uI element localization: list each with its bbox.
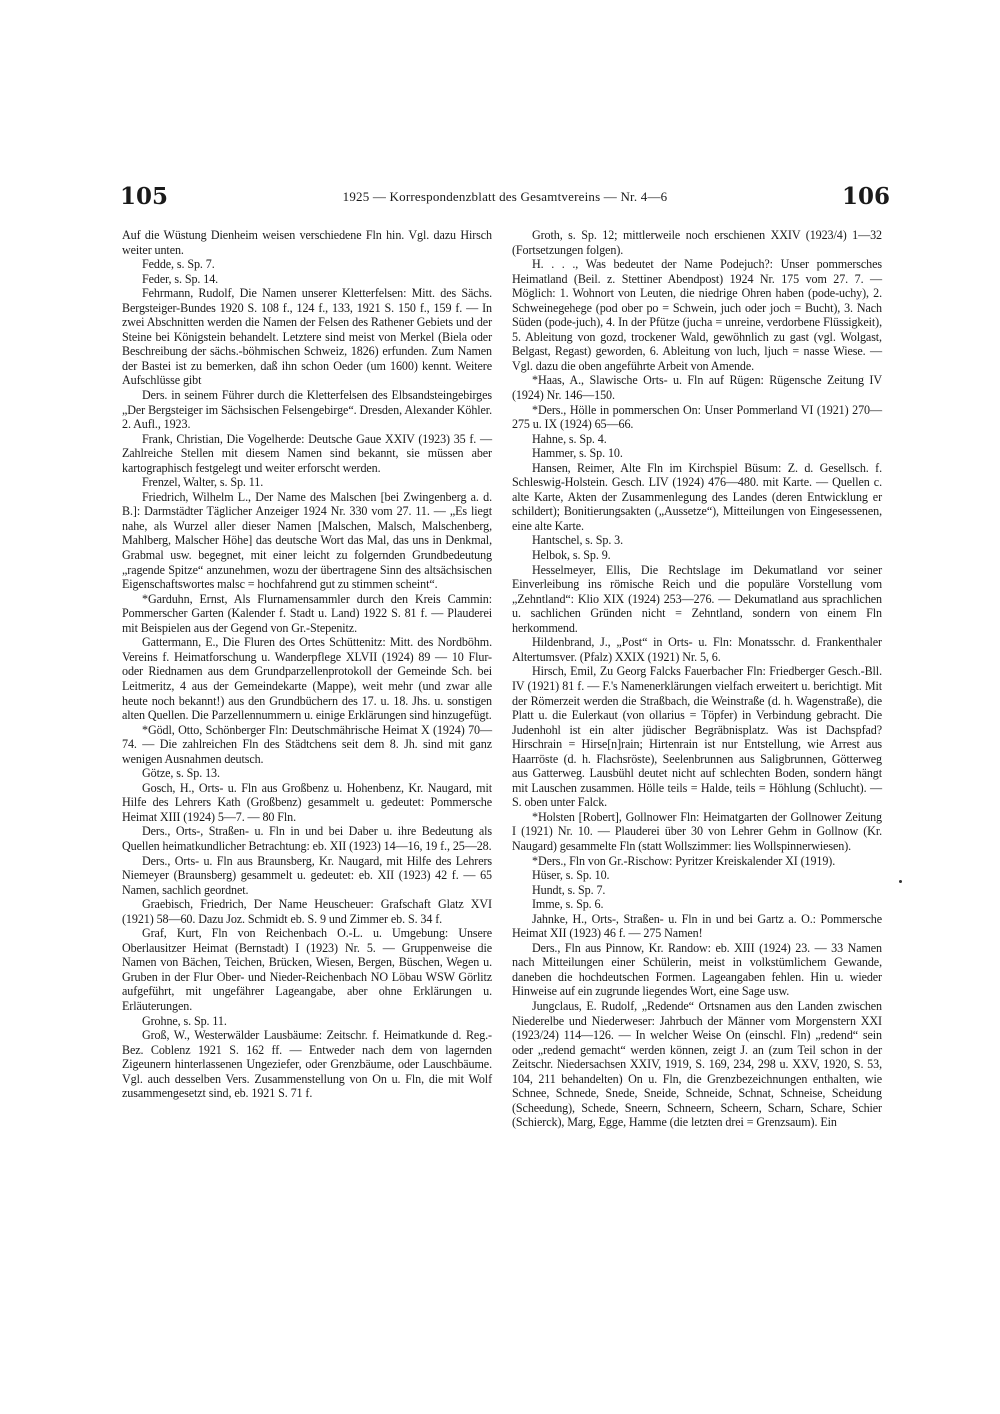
- paragraph: Groth, s. Sp. 12; mittlerweile noch erschienen XXIV (1923/4) 1—32 (Fortsetzungen folgen).: [512, 228, 882, 257]
- paragraph: H. . . ., Was bedeutet der Name Podejuch?: Unser pommersches Heimatland (Beil. z. Stettiner Abendpost) 1924 Nr. 175 vom 27. 7. — Möglich: 1. Wohnort von Leuten, die niedrige Ohren haben (pode-uchy), 2. Schweinegehege (pod ober po = Schwein, juch oder joch = Bucht), 3. Nach Süden (pode-juch), 4. In der Pfütze (jucha = unreine, verdorbene Flüssigkeit), 5. Ableitung von gozd, trockener Wald, gewöhnlich zu gast (vgl. Wolgast, Belgast, Regast) geworden, 6. Ableitung von luch, ljuch = nasse Wiese. — Vgl. dazu die oben angeführte Arbeit von Amende.: [512, 257, 882, 373]
- paragraph: Ders. in seinem Führer durch die Kletterfelsen des Elbsandsteingebirges „Der Bergsteiger im Sächsischen Felsengebirge“. Dresden, Alexander Köhler. 2. Aufl., 1923.: [122, 388, 492, 432]
- paragraph: Hahne, s. Sp. 4.: [532, 431, 607, 446]
- paragraph: *Gödl, Otto, Schönberger Fln: Deutschmährische Heimat X (1924) 70—74. — Die zahlreichen Fln des Städtchens seit dem 8. Jh. sind mit ganz wenigen Ausnahmen deutsch.: [122, 722, 492, 766]
- paragraph: Jungclaus, E. Rudolf, „Redende“ Ortsnamen aus den Landen zwischen Niederelbe und Niederweser: Jahrbuch der Männer vom Morgenstern XXI (1923/24) 114—126. — In welcher Weise On (einschl. Fln) „redend“ sein oder „redend gemacht“ werden können, zeigt J. an (zum Teil schon in der Zeitschr. Niedersachsen XXIV, 1919, S. 169, 234, 298 u. XXV, 1920, S. 53, 104, 211 behandelten) On u. Fln, die Grenzbezeichnungen enthalten, wie Schnee, Schnede, Snede, Sneide, Schneide, Schnat, Schneise, Scheidung (Scheedung), Schede, Sneern, Schneern, Scheern, Scharn, Schare, Schier (Schierck), Marg, Egge, Hamme (die letzten drei = Grenzsaum). Ein: [512, 998, 882, 1130]
- paragraph: Jahnke, H., Orts-, Straßen- u. Fln in und bei Gartz a. O.: Pommersche Heimat XII (1923) 46 f. — 275 Namen!: [512, 911, 882, 941]
- paragraph: Fehrmann, Rudolf, Die Namen unserer Kletterfelsen: Mitt. des Sächs. Bergsteiger-Bundes 1920 S. 108 f., 124 f., 133, 1921 S. 150 f., 159 f. — In zwei Abschnitten werden die Namen der Felsen des Rathener Gebiets und der Steine bei Königstein behandelt. Letztere sind meist von Merkel (Biela oder Beschreibung der sächs.-böhmischen Schweiz, 1826) erfunden. Zum Namen der Bastei ist zu bemerken, daß ihn schon Oeder (um 1600) kennt. Weitere Aufschlüsse gibt: [122, 286, 492, 388]
- paragraph: Feder, s. Sp. 14.: [142, 271, 219, 286]
- paragraph: Imme, s. Sp. 6.: [532, 897, 604, 912]
- paragraph: Hansen, Reimer, Alte Fln im Kirchspiel Büsum: Z. d. Gesellsch. f. Schleswig-Holstein. Gesch. LIV (1924) 476—480. mit Karte. — Quellen c. alte Karte, Akten der Zusammenlegung des Landes (deren Entwicklung er schildert); Bonitierungsakten („Aussetze“), Mitteilungen von Eingesessenen, eine alte Karte.: [512, 460, 882, 533]
- paragraph: Auf die Wüstung Dienheim weisen verschiedene Fln hin. Vgl. dazu Hirsch weiter unten.: [122, 228, 492, 257]
- paragraph: Groß, W., Westerwälder Lausbäume: Zeitschr. f. Heimatkunde d. Reg.-Bez. Coblenz 1921 S. 162 ff. — Entweder nach dem von lagernden Zigeunern hinterlassenen Ungeziefer, oder Grenzbäume, oder Lauschbäume. Vgl. auch desselben Vers. Zusammenstellung von On u. Fln, die mit Wolf zusammengesetzt sind, eb. 1921 S. 71 f.: [122, 1028, 492, 1101]
- right-column: [512, 228, 882, 1130]
- paragraph: *Ders., Hölle in pommerschen On: Unser Pommerland VI (1921) 270—275 u. IX (1924) 65—66.: [512, 402, 882, 432]
- paragraph: Helbok, s. Sp. 9.: [532, 548, 611, 563]
- paragraph: Hammer, s. Sp. 10.: [532, 446, 623, 461]
- paragraph: *Haas, A., Slawische Orts- u. Fln auf Rügen: Rügensche Zeitung IV (1924) Nr. 146—150.: [512, 373, 882, 403]
- page-header: [120, 184, 890, 214]
- paragraph: Hesselmeyer, Ellis, Die Rechtslage im Dekumatland vor seiner Einverleibung ins römische Reich und die populäre Vorstellung vom „Zehntland“: Klio XIX (1924) 253—276. — Dekumatland aus sprachlichen u. sachlichen Gründen nicht = Zehntland, sondern von einem Fln herkommend.: [512, 562, 882, 635]
- paragraph: Graebisch, Friedrich, Der Name Heuscheuer: Grafschaft Glatz XVI (1921) 58—60. Dazu Joz. Schmidt eb. S. 9 und Zimmer eb. S. 34 f.: [122, 897, 492, 926]
- paragraph: Hildenbrand, J., „Post“ in Orts- u. Fln: Monatsschr. d. Frankenthaler Altertumsver. (Pfalz) XXIX (1921) Nr. 5, 6.: [512, 635, 882, 664]
- paragraph: Grohne, s. Sp. 11.: [142, 1013, 227, 1028]
- paragraph: Ders., Orts- u. Fln aus Braunsberg, Kr. Naugard, mit Hilfe des Lehrers Niemeyer (Braunsberg) gesammelt u. gedeutet: eb. XII (1923) 42 f. — 65 Namen, sachlich geordnet.: [122, 853, 492, 897]
- paragraph: Gattermann, E., Die Fluren des Ortes Schüttenitz: Mitt. des Nordböhm. Vereins f. Heimatforschung u. Wanderpflege XLVII (1924) 89 — 10 Flur- oder Riednamen aus dem Grundparzellenprotokoll der Gemeinde Sch. bei Leitmeritz, 4 aus der Gemeindekarte (Mappe), weit mehr (und zwar alle heute noch bekannt!) aus den Grundbüchern des 17. u. 18. Jhs. u. sonstigen alten Quellen. Die Parzellennummern u. einige Erklärungen sind hinzugefügt.: [122, 635, 492, 723]
- paragraph: Fedde, s. Sp. 7.: [142, 257, 215, 272]
- paragraph: Hundt, s. Sp. 7.: [532, 882, 606, 897]
- paragraph: *Holsten [Robert], Gollnower Fln: Heimatgarten der Gollnower Zeitung I (1921) Nr. 10. — Plauderei über 30 von Lehrer Gehm in Gollnow (Kr. Naugard) gesammelte Fln (statt Wollszimmer: lies Wollspinnerwiesen).: [512, 809, 882, 853]
- paragraph: Frank, Christian, Die Vogelherde: Deutsche Gaue XXIV (1923) 35 f. — Zahlreiche Stellen mit diesem Namen sind bekannt, sie müssen aber kartographisch festgelegt und weiter erforscht werden.: [122, 431, 492, 475]
- paragraph: Ders., Orts-, Straßen- u. Fln in und bei Daber u. ihre Bedeutung als Quellen heimatkundlicher Betrachtung: eb. XII (1923) 14—16, 19 f., 25—28.: [122, 824, 492, 853]
- paragraph: *Ders., Fln von Gr.-Rischow: Pyritzer Kreiskalender XI (1919).: [532, 853, 836, 868]
- page-number-right: 106: [841, 183, 890, 210]
- paragraph: Hantschel, s. Sp. 3.: [532, 533, 624, 548]
- paragraph: Hirsch, Emil, Zu Georg Falcks Fauerbacher Fln: Friedberger Gesch.-Bll. IV (1921) 81 f. — F.'s Namenerklärungen vielfach erweitert u. berichtigt. Mit der Römerzeit werden die Straßbach, die Weinstraße (d. h. Wagenstraße), die Platt u. die Eulerkaut (von ollarius = Töpfer) in Verbindung gebracht. Die Judenhohl ist ein alter jüdischer Begräbnisplatz. Was ist Dachspfad? Hirschrain = Hirse[n]rain; Hirtenrain ist nur Entstellung, wie Arrest aus Haarröste (d. h. Flachsröste), Seelenbrunnen aus Saligbrunnen, Götterweg aus Gatterweg. Lausbühl deutet nicht auf schlechten Boden, sondern hängt mit Lauschen zusammen. Hölle teils = Halde, teils = Höhlung (Schlucht). — S. oben unter Falck.: [512, 664, 882, 810]
- paragraph: Graf, Kurt, Fln von Reichenbach O.-L. u. Umgebung: Unsere Oberlausitzer Heimat (Bernstadt) I (1923) Nr. 5. — Gruppenweise die Namen von Bächen, Teichen, Brücken, Wiesen, Bergen, Büschen, Wegen u. Gruben in der Flur Ober- und Nieder-Reichenbach NO Löbau WSW Görlitz aufgeführt, mit ungefährer Lageangabe, aber ohne Erklärungen u. Erläuterungen.: [122, 926, 492, 1013]
- paragraph: Frenzel, Walter, s. Sp. 11.: [142, 475, 264, 490]
- running-title: 1925 — Korrespondenzblatt des Gesamtvereins — Nr. 4—6: [342, 189, 668, 204]
- paragraph: Ders., Fln aus Pinnow, Kr. Randow: eb. XIII (1924) 23. — 33 Namen nach Mitteilungen einer Schülerin, meist in volkstümlichem Gewande, daneben die hochdeutschen Formen. Lageangaben fehlen. Hin u. wieder Hinweise auf ein zugrunde liegendes Wort, eine Sage usw.: [512, 940, 882, 999]
- margin-dot: [899, 880, 902, 883]
- paragraph: Friedrich, Wilhelm L., Der Name des Malschen [bei Zwingenberg a. d. B.]: Darmstädter Täglicher Anzeiger 1924 Nr. 330 vom 27. 11. — „Es liegt nahe, als Wurzel aller dieser Namen [Malschen, Malsch, Malschenberg, Mahlberg, Malscher Höhe] das deutsche Wort das Mal, das uns in Denkmal, Grabmal usw. begegnet, mit einer leicht zu folgernden Grundbedeutung „ragende Spitze“ anzunehmen, wozu der übertragene Sinn des altsächsischen Eigenschaftswortes malsc = hochfahrend gut zu stimmen scheint“.: [122, 489, 492, 592]
- paragraph: Hüser, s. Sp. 10.: [532, 868, 610, 883]
- paragraph: *Garduhn, Ernst, Als Flurnamensammler durch den Kreis Cammin: Pommerscher Garten (Kalender f. Stadt u. Land) 1922 S. 81 f. — Plauderei mit Beispielen aus der Gegend von Gr.-Stepenitz.: [122, 591, 492, 635]
- page-number-left: 105: [120, 183, 169, 210]
- paragraph: Gosch, H., Orts- u. Fln aus Großbenz u. Hohenbenz, Kr. Naugard, mit Hilfe des Lehrers Kath (Großbenz) gesammelt u. gedeutet: Pommersche Heimat XIII (1924) 5—7. — 80 Fln.: [122, 780, 492, 824]
- left-column: [122, 228, 492, 1101]
- paragraph: Götze, s. Sp. 13.: [142, 766, 220, 781]
